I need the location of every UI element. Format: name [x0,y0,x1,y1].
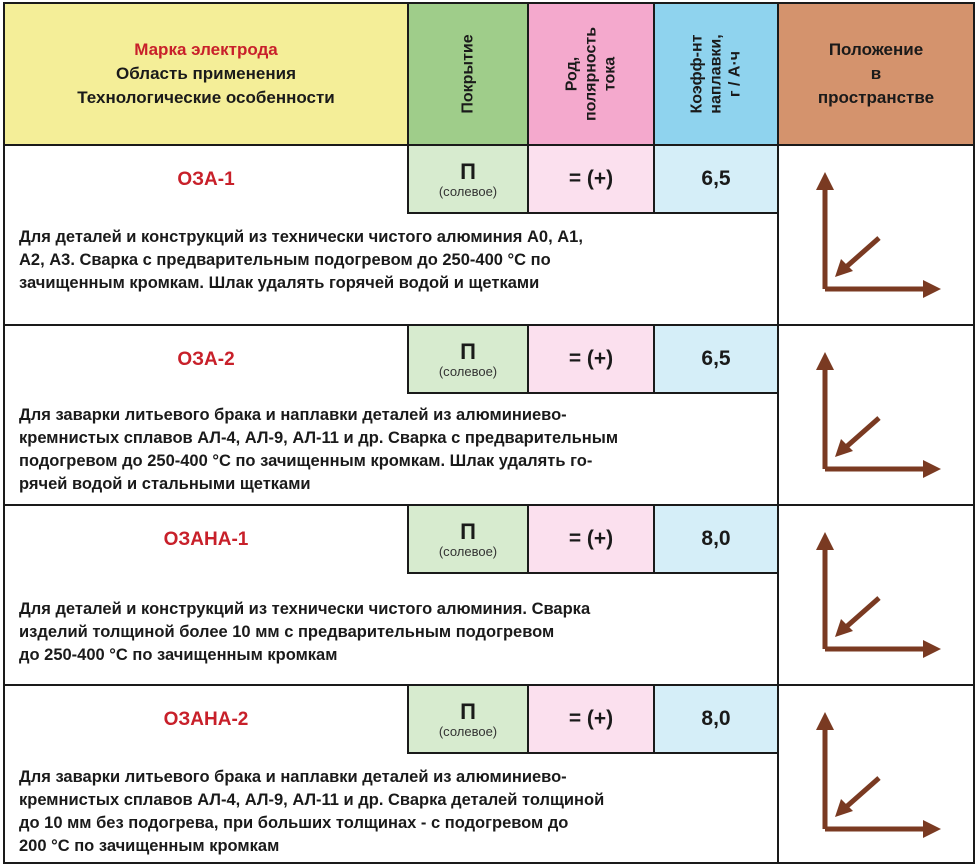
header-coating-cell [409,4,529,146]
header-position-line-1: Положение [828,40,924,59]
description-line: кремнистых сплавов АЛ-4, АЛ-9, АЛ-11 и др. Сварка деталей толщиной [19,791,605,809]
electrode-name: ОЗАНА-2 [163,709,249,730]
polarity-cell [529,326,655,394]
koef-value: 6,5 [701,347,731,370]
koef-value: 8,0 [701,527,731,550]
coating-value: П [460,518,476,544]
header-koef-cell [655,4,779,146]
table-row [5,506,973,686]
electrode-name: ОЗАНА-1 [163,529,249,550]
coating-cell [409,146,529,214]
header-coating-label: Покрытие [459,34,477,114]
polarity-cell [529,506,655,574]
electrode-name-cell [5,146,409,214]
header-brand-label: Марка электрода [134,40,278,59]
description-line: рячей водой и стальными щетками [19,475,311,493]
header-position-cell [779,4,973,146]
description-line: кремнистых сплавов АЛ-4, АЛ-9, АЛ-11 и др. Сварка с предварительным [19,429,619,447]
header-area-label: Область применения [115,64,296,83]
polarity-cell [529,686,655,754]
description [19,404,769,496]
position-cell [779,506,973,684]
position-arrows-icon [779,686,973,864]
coating-value: П [460,338,476,364]
koef-cell [655,686,779,754]
coating-note: (солевое) [438,183,498,199]
header-koef-line-1: Коэфф-нт [688,34,706,114]
position-arrows-icon [779,326,973,506]
coating-value: П [460,698,476,724]
header-koef-line-3: г / А·ч [726,50,744,98]
header-polarity-line-2: полярность [582,26,600,122]
column-divider [777,146,779,862]
coating-value: П [460,158,476,184]
description-line: Для деталей и конструкций из технически чистого алюминия А0, А1, [19,228,583,246]
header-polarity-line-3: тока [601,56,619,92]
position-arrows-icon [779,146,973,326]
koef-value: 6,5 [701,167,731,190]
header-polarity-cell [529,4,655,146]
coating-cell [409,686,529,754]
koef-cell [655,326,779,394]
header-koef-line-2: наплавки, [707,34,725,114]
coating-note: (солевое) [438,543,498,559]
description-line: зачищенным кромкам. Шлак удалять горячей водой и щетками [19,274,540,292]
description [19,766,769,858]
table-row [5,146,973,326]
header-position-line-2: в [870,64,882,83]
coating-cell [409,506,529,574]
polarity-value: = (+) [568,527,614,550]
polarity-value: = (+) [568,347,614,370]
header-tech-label: Технологические особенности [77,88,335,107]
koef-cell [655,146,779,214]
coating-cell [409,326,529,394]
description-line: до 10 мм без подогрева, при больших толщинах - с подогревом до [19,814,569,832]
electrode-name-cell [5,506,409,574]
description-line: Для заварки литьевого брака и наплавки деталей из алюминиево- [19,406,567,424]
description [19,598,769,667]
polarity-value: = (+) [568,707,614,730]
electrode-name: ОЗА-2 [177,349,235,370]
description-line: 200 °С по зачищенным кромкам [19,837,280,855]
polarity-value: = (+) [568,167,614,190]
description-line: изделий толщиной более 10 мм с предварительным подогревом [19,623,555,641]
position-cell [779,686,973,864]
polarity-cell [529,146,655,214]
koef-cell [655,506,779,574]
koef-value: 8,0 [701,707,731,730]
description-line: до 250-400 °С по зачищенным кромкам [19,646,338,664]
coating-note: (солевое) [438,363,498,379]
electrode-name-cell [5,686,409,754]
header-position-line-3: пространстве [817,88,935,107]
table-row [5,326,973,506]
electrode-name: ОЗА-1 [177,169,235,190]
header-koef-label [688,34,745,113]
description-line: А2, А3. Сварка с предварительным подогревом до 250-400 °С по [19,251,551,269]
header-polarity-line-1: Род, [563,56,581,92]
position-cell [779,146,973,324]
coating-note: (солевое) [438,723,498,739]
electrode-table [3,2,975,864]
description-line: Для деталей и конструкций из технически чистого алюминия. Сварка [19,600,591,618]
description-line: подогревом до 250-400 °С по зачищенным кромкам. Шлак удалять го- [19,452,593,470]
header-polarity-label [563,27,620,121]
description [19,226,769,295]
description-line: Для заварки литьевого брака и наплавки деталей из алюминиево- [19,768,567,786]
position-cell [779,326,973,504]
header-brand-cell [5,4,409,146]
position-arrows-icon [779,506,973,686]
table-row [5,686,973,864]
electrode-name-cell [5,326,409,394]
